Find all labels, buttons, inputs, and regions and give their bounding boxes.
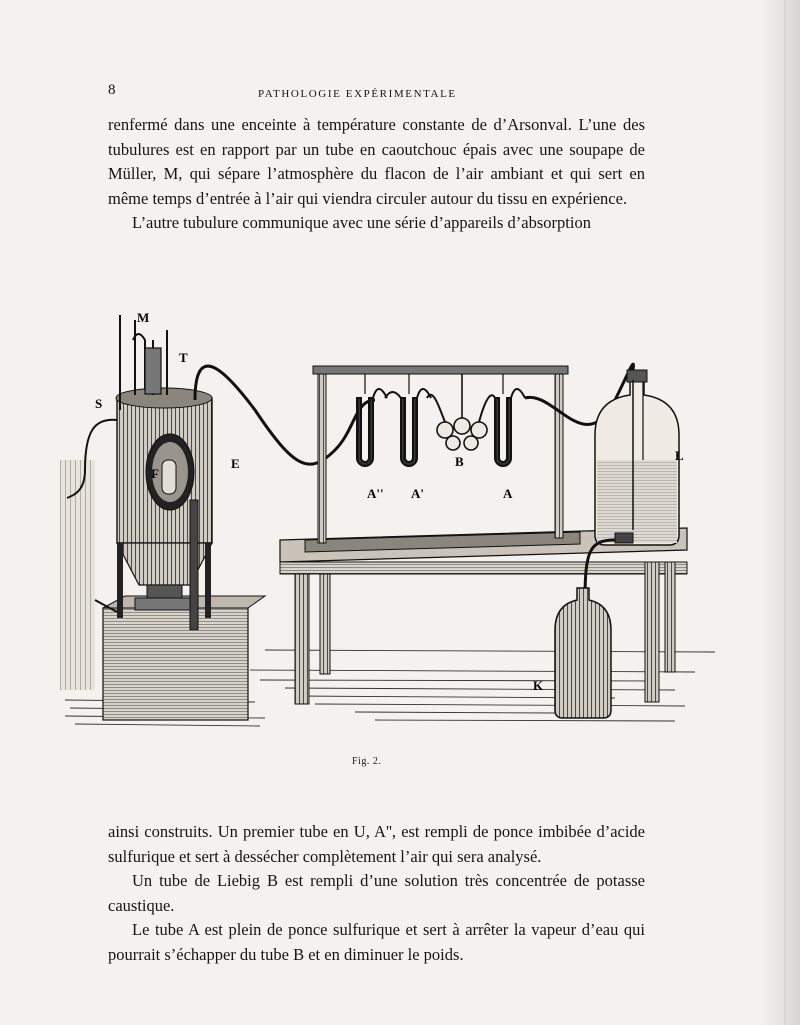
label-l: L: [675, 448, 684, 463]
paragraph: L’autre tubulure communique avec une série d’appareils d’absorption: [132, 213, 591, 232]
absorption-stand: [305, 366, 580, 552]
figure-caption: Fig. 2.: [352, 756, 382, 767]
apparatus-figure: [55, 300, 715, 740]
pedestal: [103, 608, 248, 720]
apparatus-illustration: [55, 300, 715, 740]
label-f: F: [151, 466, 159, 481]
label-e: E: [231, 456, 240, 471]
paragraph: renfermé dans une enceinte à température constante de d’Arsonval. L’une des tubulures est en rapport par un tube en caoutchouc épais avec une soupape de Müller, M, qui sépare l’atmosphère du flacon de l’air ambiant et qui sert en même temps d’entrée à l’air qui viendra circuler autour du tissu en expérience.: [108, 115, 645, 208]
wall: [60, 460, 95, 690]
label-b: B: [455, 454, 464, 469]
bottle-l: [595, 370, 679, 545]
bottle-k: [555, 588, 611, 718]
label-a-prime: A': [411, 486, 424, 501]
table: [280, 528, 687, 704]
paragraph: Un tube de Liebig B est rempli d’une solution très concentrée de potasse caustique.: [108, 871, 645, 915]
page-header: [108, 82, 648, 102]
u-tube-a: [495, 389, 525, 466]
bottom-text-block: [108, 820, 645, 967]
running-title: PATHOLOGIE EXPÉRIMENTALE: [258, 88, 457, 100]
u-tube-a-prime: [401, 389, 431, 466]
label-s: S: [95, 396, 103, 411]
page-number: 8: [108, 82, 116, 98]
rubber-tube-e: [195, 366, 375, 464]
paragraph: Le tube A est plein de ponce sulfurique et sert à arrêter la vapeur d’eau qui pourrait s’échapper du tube B et en diminuer le poids.: [108, 920, 645, 964]
hanging-hooks: [365, 374, 503, 394]
label-a: A: [503, 486, 513, 501]
label-t: T: [179, 350, 188, 365]
label-k: K: [533, 678, 544, 693]
u-tube-a-double-prime: [357, 389, 387, 466]
incubator: [116, 388, 212, 630]
top-text-block: [108, 113, 645, 236]
page-shadow: [760, 0, 800, 1025]
liebig-bulbs: [437, 374, 487, 450]
paragraph: ainsi construits. Un premier tube en U, A'', est rempli de ponce imbibée d’acide sulfurique et sert à dessécher complètement l’air qui sera analysé.: [108, 822, 645, 866]
label-m: M: [137, 310, 150, 325]
label-a-double-prime: A'': [367, 486, 384, 501]
page-edge: [784, 0, 786, 1025]
